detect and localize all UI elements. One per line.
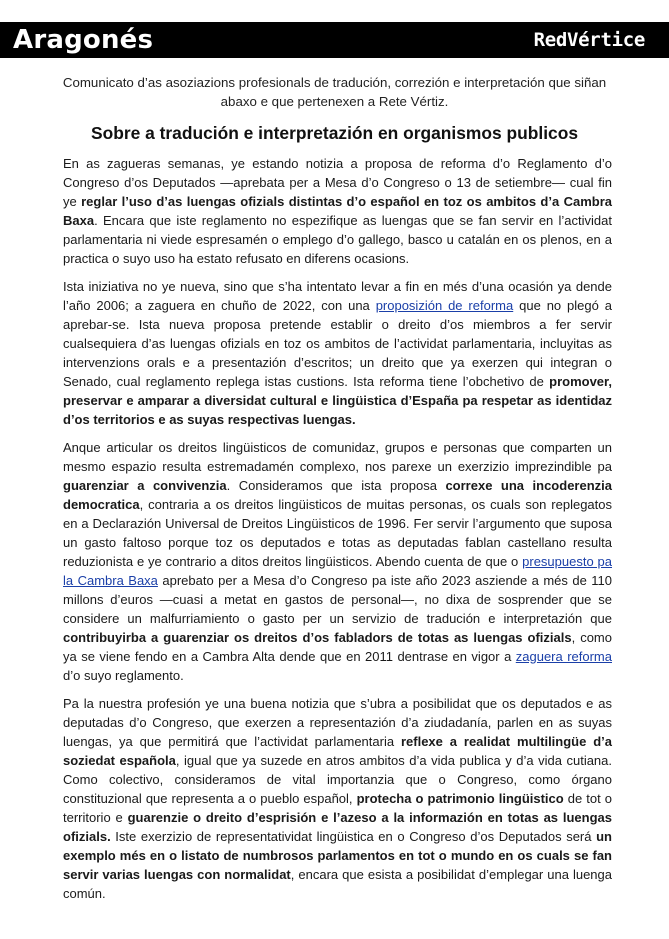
language-title: Aragonés xyxy=(13,25,154,55)
paragraph-4: Pa la nuestra profesión ye una buena notizia que s’ubra a posibilidat que os deputados e as deputadas d’o Congreso, que exerzen a representazión d’a ziudadanía, parlen en as suyas luengas, ya que permitirá que l’actividat parlamentaria reflexe a realidat multilingüe d’a soziedat española, igual que ya suzede en atros ambitos d’a vida publica y d’a vida cutiana. Como colectivo, consideramos de vital importanzia que o Congreso, como órgano constituzional que representa a o pueblo español, protecha o patrimonio lingüistico de tot o territorio e guarenzie o dreito d’esprisión e l’azeso a la informazión en totas as luengas ofizials. Iste exerzizio de representatividat lingüistica en o Congreso d’os Deputados será un exemplo més en o listato de numbrosos parlamentos en tot o mundo en os cuals se fan servir varias luengas con normalidat, encara que esista a posibilidat d’emplegar una luenga común. xyxy=(63,696,613,901)
intro-text: Comunicato d’as asoziazions profesionals de tradución, correzión e interpretación que siñan abaxo e que pertenexen a Rete Vértiz. xyxy=(62,75,607,109)
bold-text: reflexe a realidat multilingüe d’a soziedat española xyxy=(63,734,613,768)
paragraph-3: Anque articular os dreitos lingüisticos de comunidaz, grupos e personas que comparten un mesmo espazio resulta estremadamén complexo, nos parexe un exerzizio imprezindible pa guarenziar a convivenzia. Consideramos que ista proposa correxe una incoderenzia democratica, contraria a os dreitos lingüisticos de muitas personas, os cuals son replegatos en a Declarazión Universal de Dreitos Lingüisticos de 1996. Fer servir l’argumento que suposa un gasto faltoso porque toz os deputados e totas as deputadas fablan castellano resulta reduzionista e ye contrario a ditos dreitos lingüisticos. Abendo cuenta de que o presupuesto pa la Cambra Baxa aprebato per a Mesa d’o Congreso pa iste año 2023 asziende a més de 110 millons d’euros —cuasi a metat en gastos de personal—, no dixa de sosprender que se considere un malfurriamiento o gasto per un servizio de tradución e interpretazión que contribuyirba a guarenziar os dreitos d’os fabladors de totas as luengas ofizials, como ya se viene fendo en a Cambra Alta dende que en 2011 dentrase en vigor a zaguera reforma d’o suyo reglamento. xyxy=(63,440,613,683)
bold-text: protecha o patrimonio lingüistico xyxy=(356,791,564,806)
bold-text: un exemplo més en o listato de numbrosos parlamentos en tot o mundo en os cuals se fan servir varias luengas con normalidat xyxy=(63,829,612,882)
bold-text: reglar l’uso d’as luengas ofizials distintas d’o español en toz os ambitos d’a Cambra Baxa xyxy=(63,194,613,228)
header-bar xyxy=(0,22,669,58)
paragraph-2: Ista iniziativa no ye nueva, sino que s’ha intentato levar a fin en més d’una ocasión ya dende l’año 2006; a zaguera en chuño de 2022, con una proposizión de reforma que no plegó a aprebar-se. Ista nueva proposa pretende establir o dreito d’os miembros a fer servir cualsequiera d’as luengas ofizials en toz os ambitos de l’actividat parlamentaria, incluyitas as intervenzions orals e a presentazión d’escritos; un dreito que ya exerzen qui integran o Senado, cual reglamento replega istas custions. Ista reforma tiene l’obchetivo de promover, preservar e amparar a diversidat cultural e lingüistica d’España pa respetar as identidaz d’os territorios e as suyas respectivas luengas. xyxy=(63,279,612,427)
link-zaguera-reforma[interactable]: zaguera reforma xyxy=(515,649,612,664)
link-presupuesto[interactable]: presupuesto pa la Cambra Baxa xyxy=(63,554,613,588)
paragraph-1: En as zagueras semanas, ye estando notizia a proposa de reforma d’o Reglamento d’o Congreso d’os Deputados —aprebata per a Mesa d’o Congreso o 13 de setiembre— cual fin ye reglar l’uso d’as luengas ofizials distintas d’o español en toz os ambitos d’a Cambra Baxa. Encara que iste reglamento no espezifique as luengas que se fan servir en l’actividat parlamentaria ni viede espresamén o emplego d’o gallego, basco u catalán en os plenos, en a practica o suyo uso ha estato refusato en diferens ocasions. xyxy=(63,156,613,266)
bold-text: correxe una incoderenzia democratica xyxy=(63,478,612,512)
bold-text: guarenzie o dreito d’esprisión e l’azeso a la informazión en totas as luengas ofizials. xyxy=(63,810,612,844)
bold-text: promover, preservar e amparar a diversidat cultural e lingüistica d’España pa respetar as identidaz d’os territorios e as suyas respectivas luengas. xyxy=(63,374,612,427)
body-text xyxy=(63,154,612,912)
link-proposizion-de-reforma[interactable]: proposizión de reforma xyxy=(375,298,514,313)
document-title: Sobre a tradución e interpretazión en organismos publicos xyxy=(90,123,579,143)
bold-text: guarenziar a convivenzia xyxy=(63,478,227,493)
red-vertice-logo: RedVértice xyxy=(533,29,645,51)
bold-text: contribuyirba a guarenziar os dreitos d’os fabladors de totas as luengas ofizials xyxy=(63,630,572,645)
